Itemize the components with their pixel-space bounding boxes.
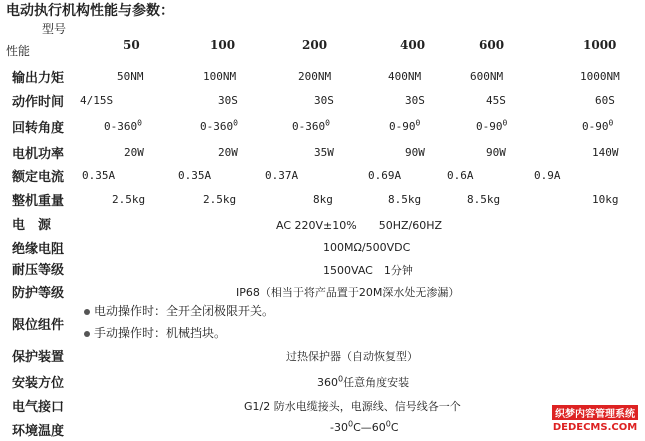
column-header-200: 200 (302, 38, 328, 52)
value-interface: G1/2 防水电缆接头，电源线、信号线各一个 (244, 400, 461, 413)
row-label-interface: 电气接口 (12, 400, 65, 415)
value-power-supply: AC 220V±10% 50HZ/60HZ (276, 219, 443, 232)
column-header-50: 50 (123, 38, 140, 52)
cell-torque-200: 200NM (298, 70, 332, 83)
cell-weight-100: 2.5kg (203, 193, 237, 206)
row-label-insulation: 绝缘电阻 (12, 242, 65, 257)
cell-torque-1000: 1000NM (580, 70, 620, 83)
limit-item-manual: 手动操作时：机械挡块。 (84, 324, 226, 341)
watermark (551, 404, 639, 433)
cell-power-50: 20W (124, 146, 144, 159)
cell-current-1000: 0.9A (534, 169, 561, 182)
row-label-mounting: 安装方位 (12, 376, 65, 391)
row-label-power: 电机功率 (12, 147, 65, 162)
row-label-environment: 环境温度 (12, 424, 65, 439)
cell-weight-600: 8.5kg (467, 193, 501, 206)
page-title: 电动执行机构性能与参数： (6, 3, 174, 19)
row-label-time: 动作时间 (12, 95, 65, 110)
row-label-overheat: 保护装置 (12, 350, 65, 365)
cell-weight-50: 2.5kg (112, 193, 146, 206)
cell-angle-600: $0-90^0$ (476, 118, 508, 133)
row-label-power-supply: 电 源 (12, 218, 52, 233)
row-label-protection: 防护等级 (12, 286, 65, 301)
cell-power-100: 20W (218, 146, 238, 159)
cell-time-100: 30S (218, 94, 238, 107)
cell-time-200: 30S (314, 94, 334, 107)
column-header-1000: 1000 (583, 38, 617, 52)
header-model-label: 型号 (42, 22, 67, 36)
cell-current-600: 0.6A (447, 169, 474, 182)
row-label-weight: 整机重量 (12, 194, 65, 209)
cell-torque-100: 100NM (203, 70, 237, 83)
cell-power-1000: 140W (592, 146, 619, 159)
column-header-400: 400 (400, 38, 426, 52)
cell-time-1000: 60S (595, 94, 615, 107)
cell-current-100: 0.35A (178, 169, 212, 182)
cell-torque-400: 400NM (388, 70, 422, 83)
cell-weight-200: 8kg (313, 193, 333, 206)
row-label-torque: 输出力矩 (12, 71, 65, 86)
header-performance-label: 性能 (6, 44, 31, 58)
cell-time-50: 4/15S (80, 94, 114, 107)
cell-current-400: 0.69A (368, 169, 402, 182)
column-header-100: 100 (210, 38, 236, 52)
cell-time-600: 45S (486, 94, 506, 107)
watermark-line-2: DEDECMS.COM (552, 422, 638, 433)
cell-weight-1000: 10kg (592, 193, 619, 206)
bullet-icon (84, 309, 90, 315)
cell-power-400: 90W (405, 146, 425, 159)
cell-power-600: 90W (486, 146, 506, 159)
cell-current-200: 0.37A (265, 169, 299, 182)
cell-angle-50: $0-360^0$ (104, 118, 142, 133)
cell-torque-50: 50NM (117, 70, 144, 83)
cell-current-50: 0.35A (82, 169, 116, 182)
row-label-voltage: 耐压等级 (12, 263, 65, 278)
cell-angle-200: $0-360^0$ (292, 118, 330, 133)
cell-angle-1000: $0-90^0$ (582, 118, 614, 133)
cell-angle-100: $0-360^0$ (200, 118, 238, 133)
value-protection: IP68（相当于将产品置于20M深水处无渗漏） (236, 286, 460, 299)
cell-time-400: 30S (405, 94, 425, 107)
limit-item-electric: 电动操作时：全开全闭极限开关。 (84, 302, 274, 319)
value-overheat: 过热保护器（自动恢复型） (286, 350, 418, 363)
cell-weight-400: 8.5kg (388, 193, 422, 206)
bullet-icon (84, 331, 90, 337)
value-insulation: 100MΩ/500VDC (323, 241, 411, 254)
watermark-line-1: 织梦内容管理系统 (551, 404, 639, 421)
cell-power-200: 35W (314, 146, 334, 159)
cell-torque-600: 600NM (470, 70, 504, 83)
column-header-600: 600 (479, 38, 505, 52)
row-label-current: 额定电流 (12, 170, 65, 185)
value-mounting: $360^0$任意角度安装 (317, 374, 410, 389)
value-environment: $-30^0C—60^0C$ (330, 419, 399, 434)
row-label-limit: 限位组件 (12, 318, 65, 333)
cell-angle-400: $0-90^0$ (389, 118, 421, 133)
value-voltage: 1500VAC 1分钟 (323, 264, 413, 277)
row-label-angle: 回转角度 (12, 121, 65, 136)
